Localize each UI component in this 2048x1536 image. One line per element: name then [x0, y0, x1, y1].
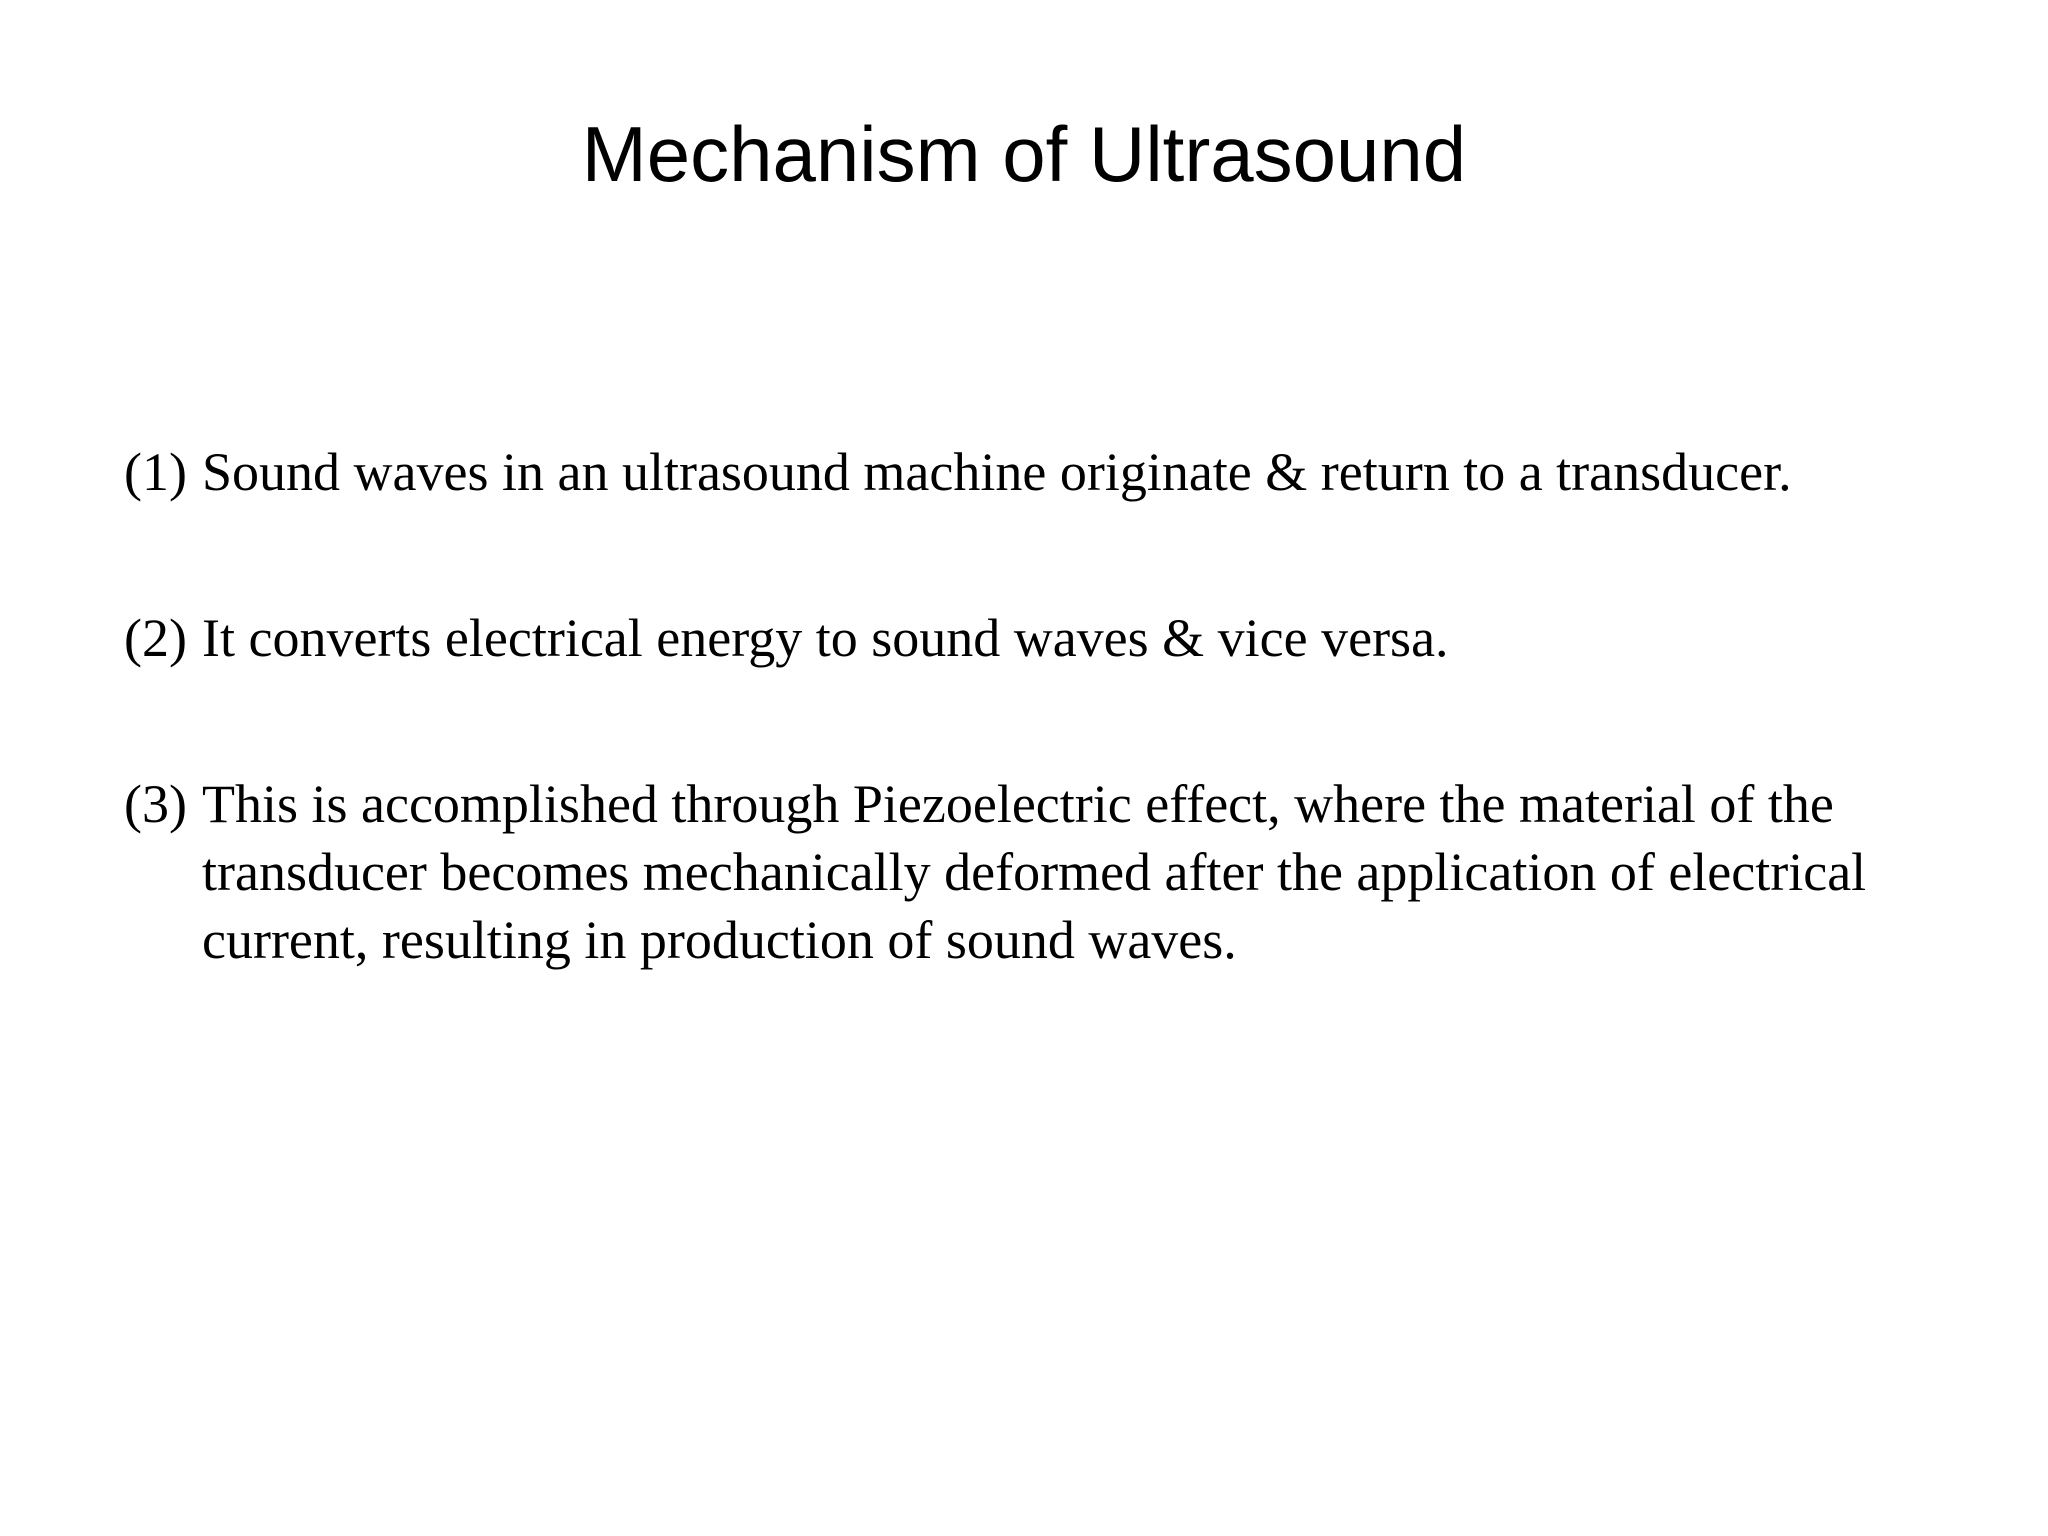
list-item: [124, 438, 2004, 506]
point-number: (3): [124, 774, 187, 834]
mechanism-points-list: [124, 438, 2004, 1072]
list-item: [124, 604, 2004, 672]
point-number: (1): [124, 442, 187, 502]
point-text: It converts electrical energy to sound waves & vice versa.: [202, 608, 1449, 668]
slide-title: Mechanism of Ultrasound: [581, 110, 1467, 198]
list-item: [124, 770, 2004, 974]
point-number: (2): [124, 608, 187, 668]
point-text: Sound waves in an ultrasound machine originate & return to a transducer.: [202, 442, 1792, 502]
point-text: This is accomplished through Piezoelectric effect, where the material of the transducer becomes mechanically deformed after the application of electrical current, resulting in production of sound waves.: [202, 774, 1867, 970]
